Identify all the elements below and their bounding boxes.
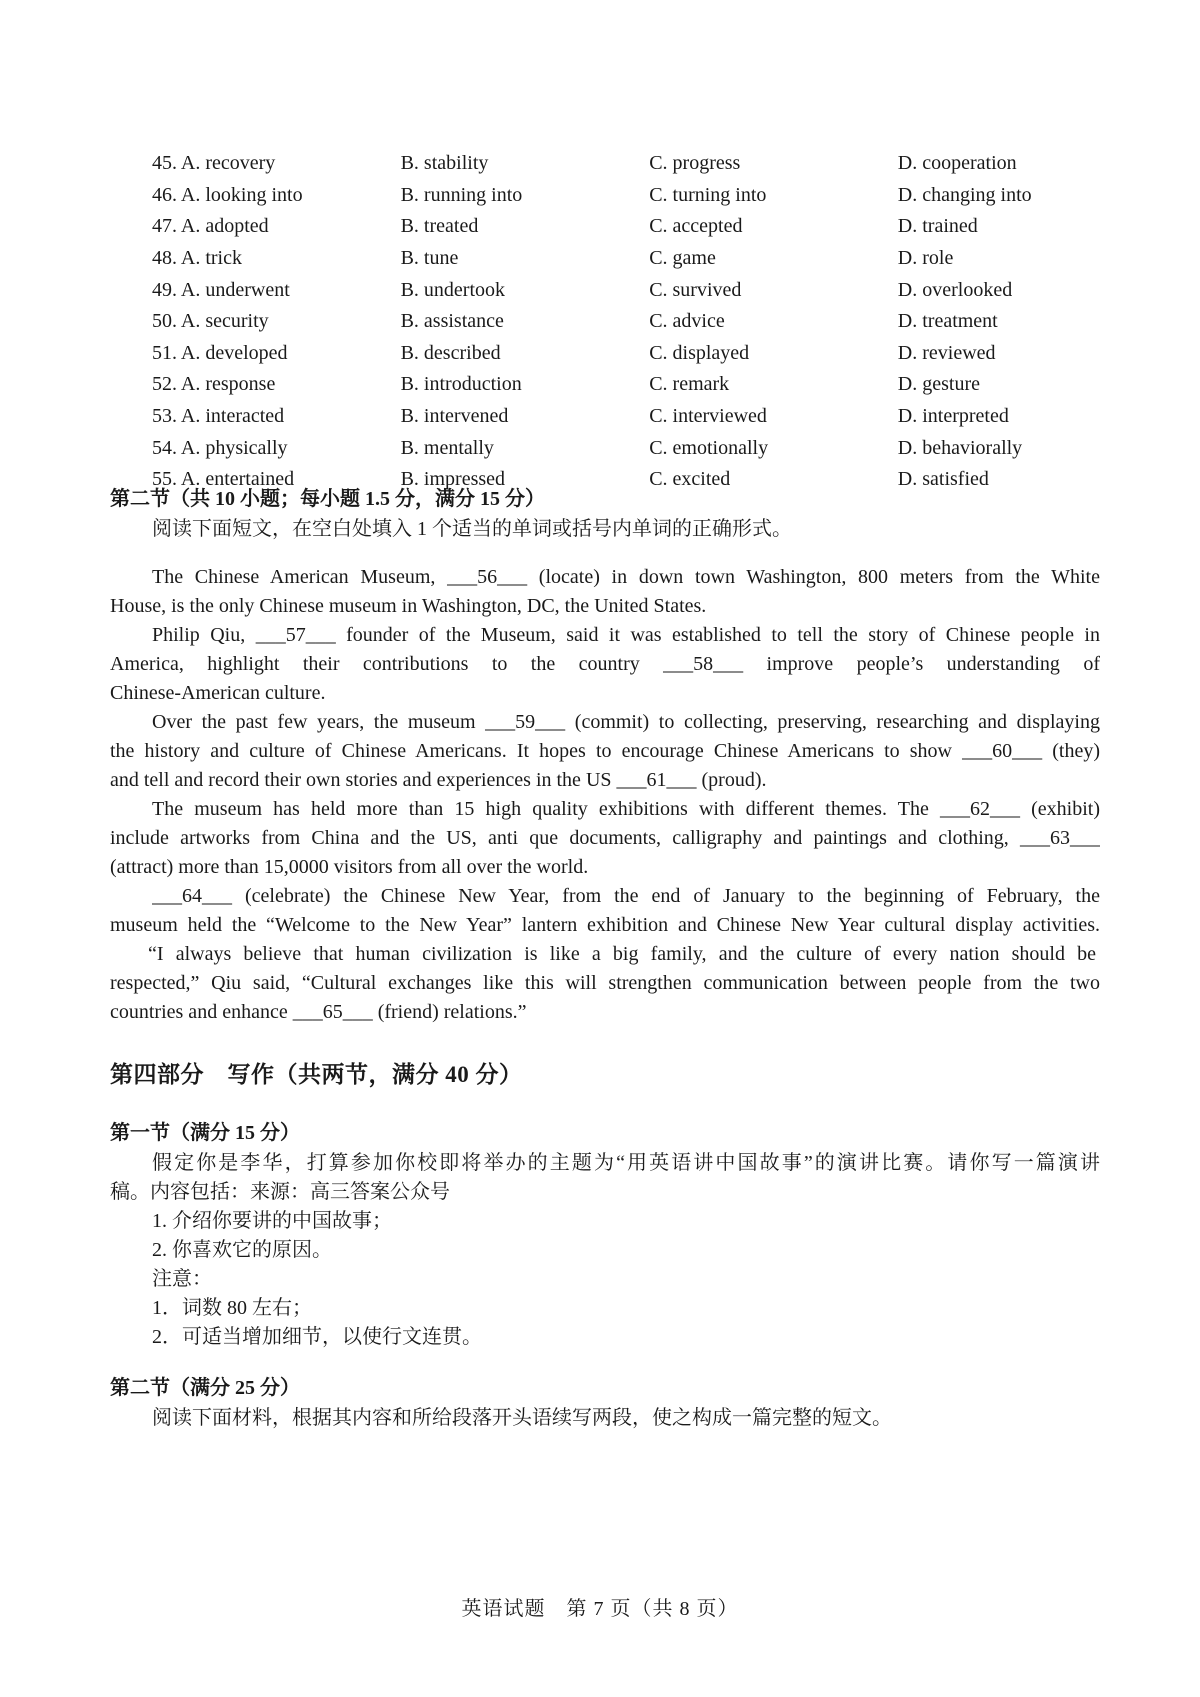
section2-title: 第二节（共 10 小题；每小题 1.5 分，满分 15 分） <box>110 488 545 510</box>
option-choice: 46. A. looking into <box>152 183 303 206</box>
passage-line: ___64___ (celebrate) the Chinese New Year, from the end of January to the beginning of February, the <box>152 885 1100 907</box>
question-options-row <box>152 243 1092 275</box>
question-options-row <box>152 338 1092 370</box>
question-options-row <box>152 306 1092 338</box>
option-choice: B. stability <box>400 152 489 175</box>
passage-line: House, is the only Chinese museum in Washington, DC, the United States. <box>110 595 707 617</box>
option-choice: C. emotionally <box>649 436 769 459</box>
passage-line: The Chinese American Museum, ___56___ (locate) in down town Washington, 800 meters from the White <box>152 566 1100 588</box>
option-choice: D. gesture <box>897 373 980 396</box>
part4-title: 第四部分 写作（共两节，满分 40 分） <box>110 1062 523 1087</box>
writing-section1-title: 第一节（满分 15 分） <box>110 1122 300 1144</box>
option-choice: 48. A. trick <box>152 247 242 270</box>
option-choice: C. survived <box>649 278 742 301</box>
passage-line: include artworks from China and the US, anti que documents, calligraphy and paintings and clothing, ___63___ <box>110 827 1100 849</box>
writing-section2-instruction: 阅读下面材料，根据其内容和所给段落开头语续写两段，使之构成一篇完整的短文。 <box>152 1407 892 1429</box>
option-choice: D. role <box>897 247 954 270</box>
question-options-row <box>152 180 1092 212</box>
option-choice: 47. A. adopted <box>152 215 269 238</box>
option-choice: D. changing into <box>897 183 1032 206</box>
writing-content-item: 1. 介绍你要讲的中国故事； <box>152 1210 392 1232</box>
option-choice: C. advice <box>649 310 725 333</box>
option-choice: B. undertook <box>400 278 506 301</box>
option-choice: 51. A. developed <box>152 341 288 364</box>
option-choice: C. interviewed <box>649 405 767 428</box>
passage-line: respected,” Qiu said, “Cultural exchanges like this will strengthen communication between people from the two <box>110 972 1100 994</box>
option-choice: C. progress <box>649 152 741 175</box>
option-choice: 55. A. entertained <box>152 468 295 491</box>
passage-line: the history and culture of Chinese Americans. It hopes to encourage Chinese Americans to show ___60___ (they) <box>110 740 1100 762</box>
option-choice: B. running into <box>400 183 523 206</box>
option-choice: B. treated <box>400 215 479 238</box>
option-choice: D. behaviorally <box>897 436 1023 459</box>
writing-content-item: 2. 你喜欢它的原因。 <box>152 1239 332 1261</box>
option-choice: D. treatment <box>897 310 998 333</box>
option-choice: D. cooperation <box>897 152 1017 175</box>
option-choice: B. mentally <box>400 436 494 459</box>
option-choice: C. turning into <box>649 183 767 206</box>
option-choice: C. excited <box>649 468 731 491</box>
passage-line: and tell and record their own stories and experiences in the US ___61___ (proud). <box>110 769 767 791</box>
note-label: 注意： <box>152 1268 212 1290</box>
writing-section2-title: 第二节（满分 25 分） <box>110 1377 300 1399</box>
passage-line: (attract) more than 15,0000 visitors from all over the world. <box>110 856 589 878</box>
section2-instruction: 阅读下面短文，在空白处填入 1 个适当的单词或括号内单词的正确形式。 <box>152 518 792 540</box>
option-choice: B. assistance <box>400 310 504 333</box>
option-choice: C. accepted <box>649 215 743 238</box>
option-choice: D. trained <box>897 215 978 238</box>
question-options-row <box>152 211 1092 243</box>
option-choice: 50. A. security <box>152 310 269 333</box>
option-choice: C. displayed <box>649 341 750 364</box>
option-choice: 49. A. underwent <box>152 278 290 301</box>
passage-line: countries and enhance ___65___ (friend) relations.” <box>110 1001 527 1023</box>
passage-line: America, highlight their contributions to the country ___58___ improve people’s understanding of <box>110 653 1100 675</box>
option-choice: D. reviewed <box>897 341 996 364</box>
note-item: 1．词数 80 左右； <box>152 1297 312 1319</box>
option-choice: 54. A. physically <box>152 436 288 459</box>
option-choice: B. tune <box>400 247 459 270</box>
question-options-row <box>152 432 1092 464</box>
question-options-row <box>152 369 1092 401</box>
writing-prompt-line: 假定你是李华，打算参加你校即将举办的主题为“用英语讲中国故事”的演讲比赛。请你写一篇演讲 <box>152 1152 1100 1174</box>
option-choice: 45. A. recovery <box>152 152 276 175</box>
question-options-row <box>152 401 1092 433</box>
option-choice: D. satisfied <box>897 468 989 491</box>
option-choice: B. described <box>400 341 501 364</box>
option-choice: C. remark <box>649 373 730 396</box>
passage-line: “I always believe that human civilization is like a big family, and the culture of every nation should be <box>148 943 1096 965</box>
option-choice: D. interpreted <box>897 405 1009 428</box>
passage-line: Over the past few years, the museum ___59___ (commit) to collecting, preserving, researching and displaying <box>152 711 1100 733</box>
page-footer: 英语试题 第 7 页（共 8 页） <box>461 1598 739 1620</box>
passage-line: The museum has held more than 15 high quality exhibitions with different themes. The ___62___ (exhibit) <box>152 798 1100 820</box>
option-choice: B. introduction <box>400 373 522 396</box>
answer-options-grid <box>152 148 1092 496</box>
option-choice: B. intervened <box>400 405 509 428</box>
note-item: 2．可适当增加细节，以使行文连贯。 <box>152 1326 482 1348</box>
question-options-row <box>152 274 1092 306</box>
option-choice: C. game <box>649 247 716 270</box>
option-choice: 53. A. interacted <box>152 405 285 428</box>
option-choice: D. overlooked <box>897 278 1013 301</box>
question-options-row <box>152 148 1092 180</box>
passage-line: Chinese-American culture. <box>110 682 326 704</box>
passage-line: Philip Qiu, ___57___ founder of the Museum, said it was established to tell the story of Chinese people in <box>152 624 1100 646</box>
writing-prompt-line: 稿。内容包括：来源：高三答案公众号 <box>110 1181 450 1203</box>
option-choice: 52. A. response <box>152 373 276 396</box>
passage-line: museum held the “Welcome to the New Year” lantern exhibition and Chinese New Year cultural display activities. <box>110 914 1100 936</box>
option-choice: B. impressed <box>400 468 506 491</box>
